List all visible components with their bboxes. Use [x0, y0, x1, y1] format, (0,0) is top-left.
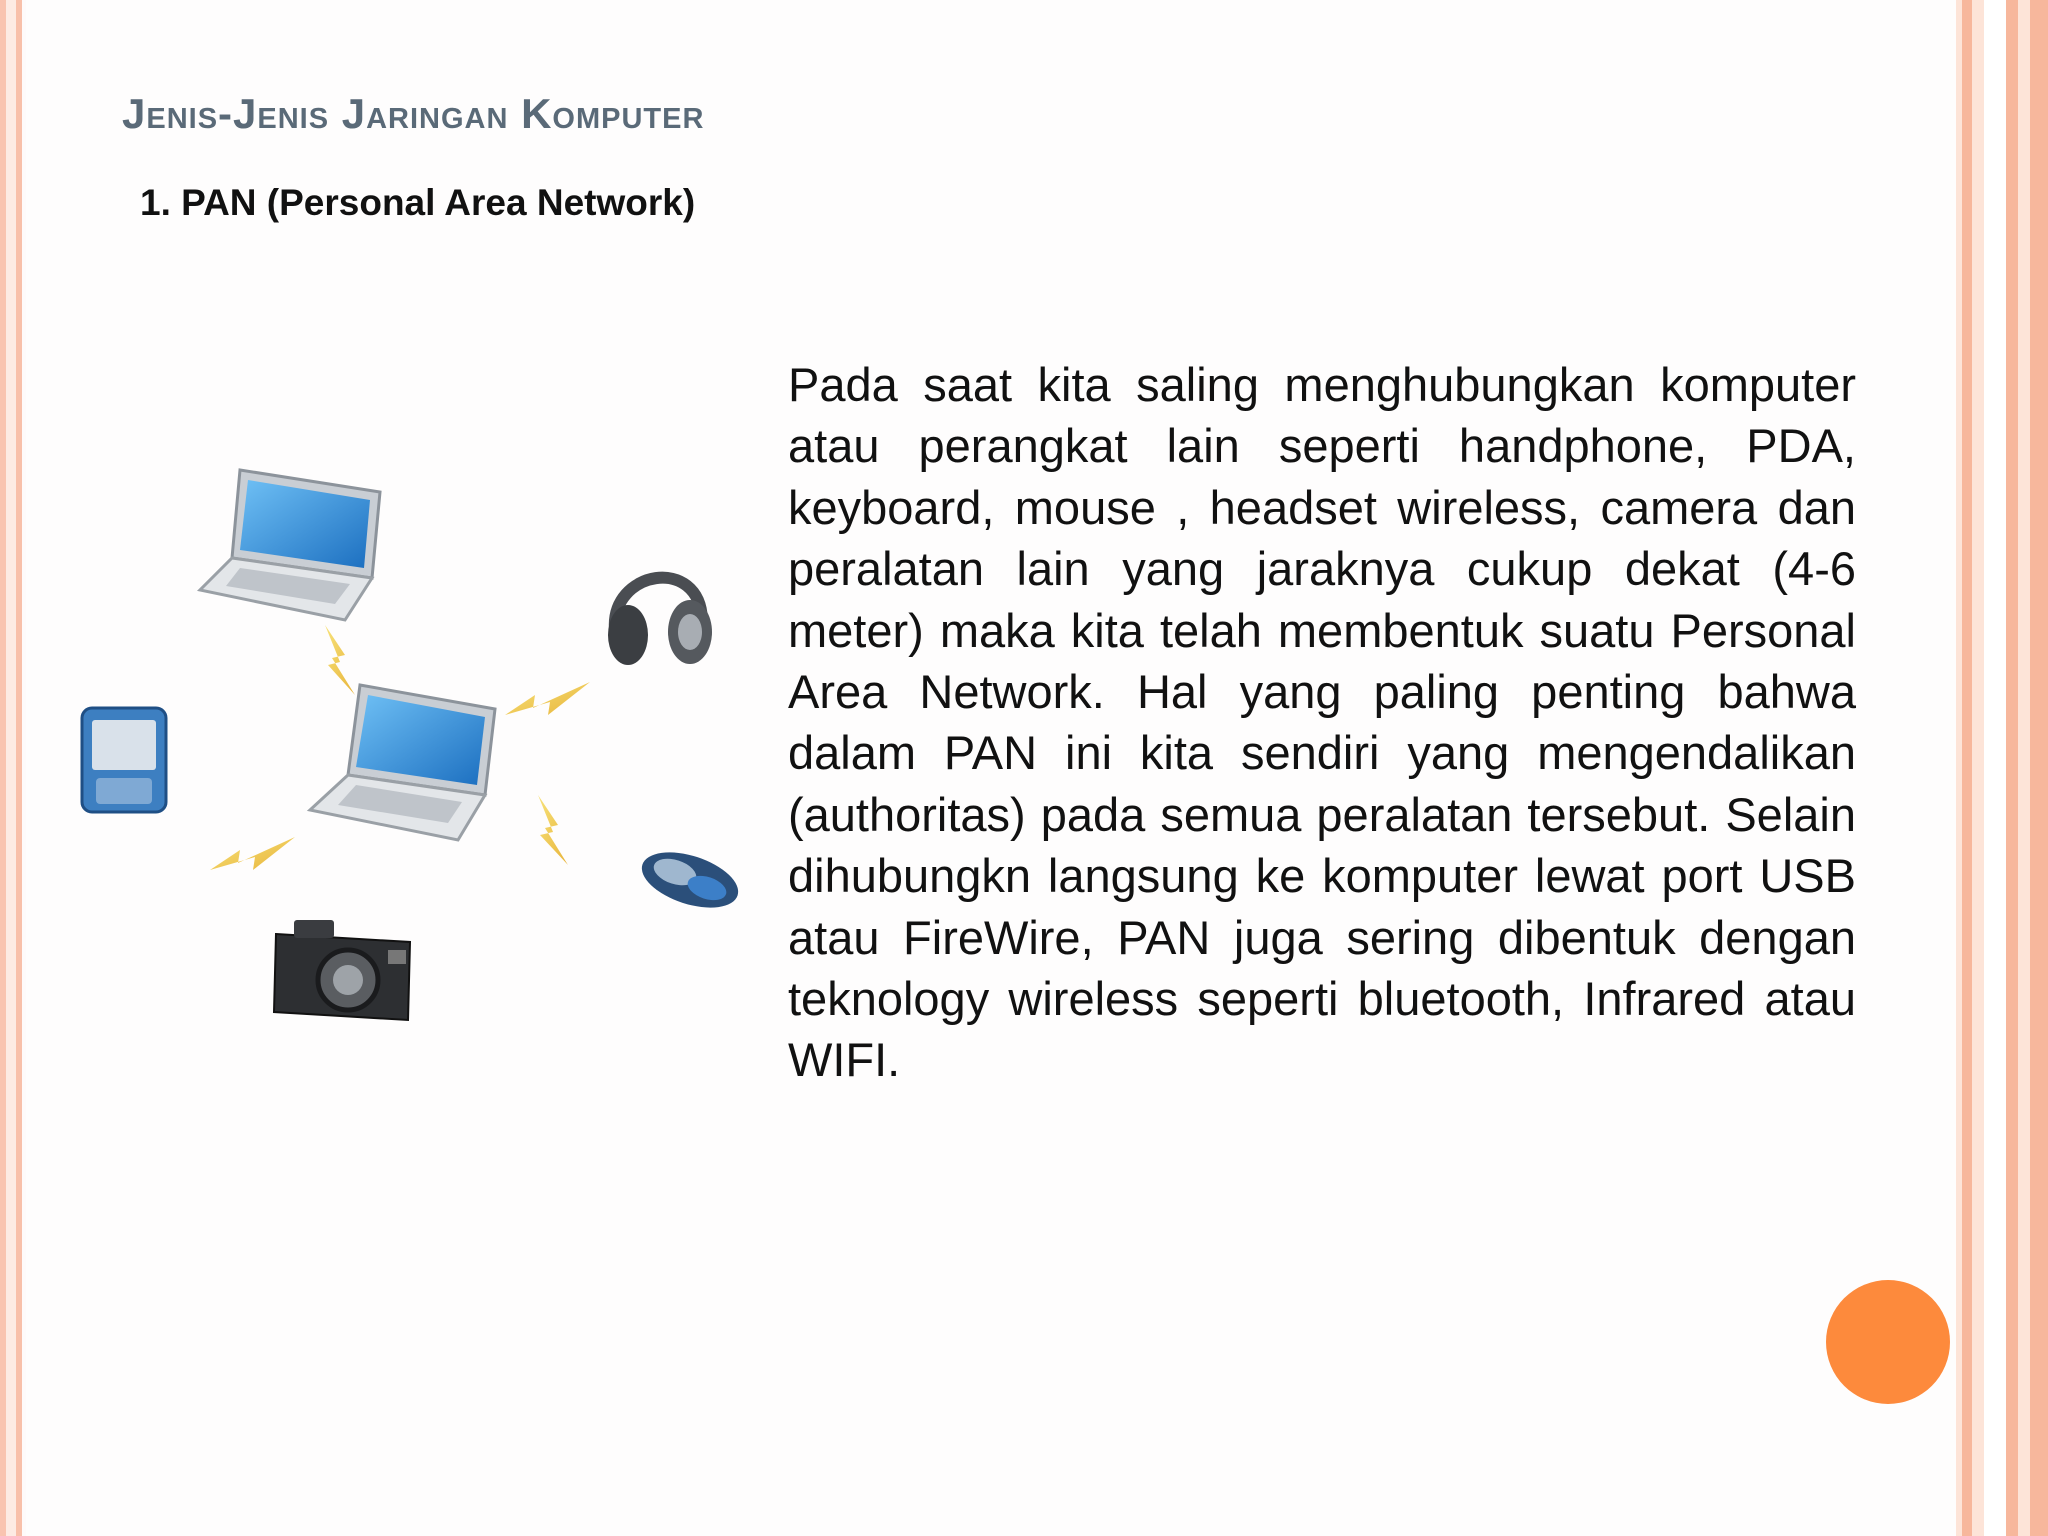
body-paragraph: Pada saat kita saling menghubungkan komputer atau perangkat lain seperti handphone, PDA, keyboard, mouse , headset wireless, camera dan peralatan lain yang jaraknya cukup dekat (4-6 meter) maka kita telah membentuk suatu Personal Area Network. Hal yang paling penting bahwa dalam PAN ini kita sendiri yang mengendalikan (authoritas) pada semua peralatan tersebut. Selain dihubungkn langsung ke komputer lewat port USB atau FireWire, PAN juga sering dibentuk dengan teknology wireless seperti bluetooth, Infrared atau WIFI.: [788, 358, 1856, 1087]
mouse-icon: [635, 842, 745, 919]
headphones-icon: [608, 578, 712, 665]
laptop-icon: [310, 685, 495, 840]
laptop-icon: [200, 470, 380, 620]
slide-title: Jenis-Jenis Jaringan Komputer: [122, 90, 705, 137]
left-decorative-stripe: [0, 0, 26, 1536]
right-decorative-stripe: [1956, 0, 2048, 1536]
camera-icon: [274, 920, 410, 1020]
decorative-orange-circle: [1826, 1280, 1950, 1404]
slide-subtitle: 1. PAN (Personal Area Network): [140, 182, 696, 223]
pan-diagram: [70, 440, 750, 1040]
pda-icon: [82, 708, 166, 812]
